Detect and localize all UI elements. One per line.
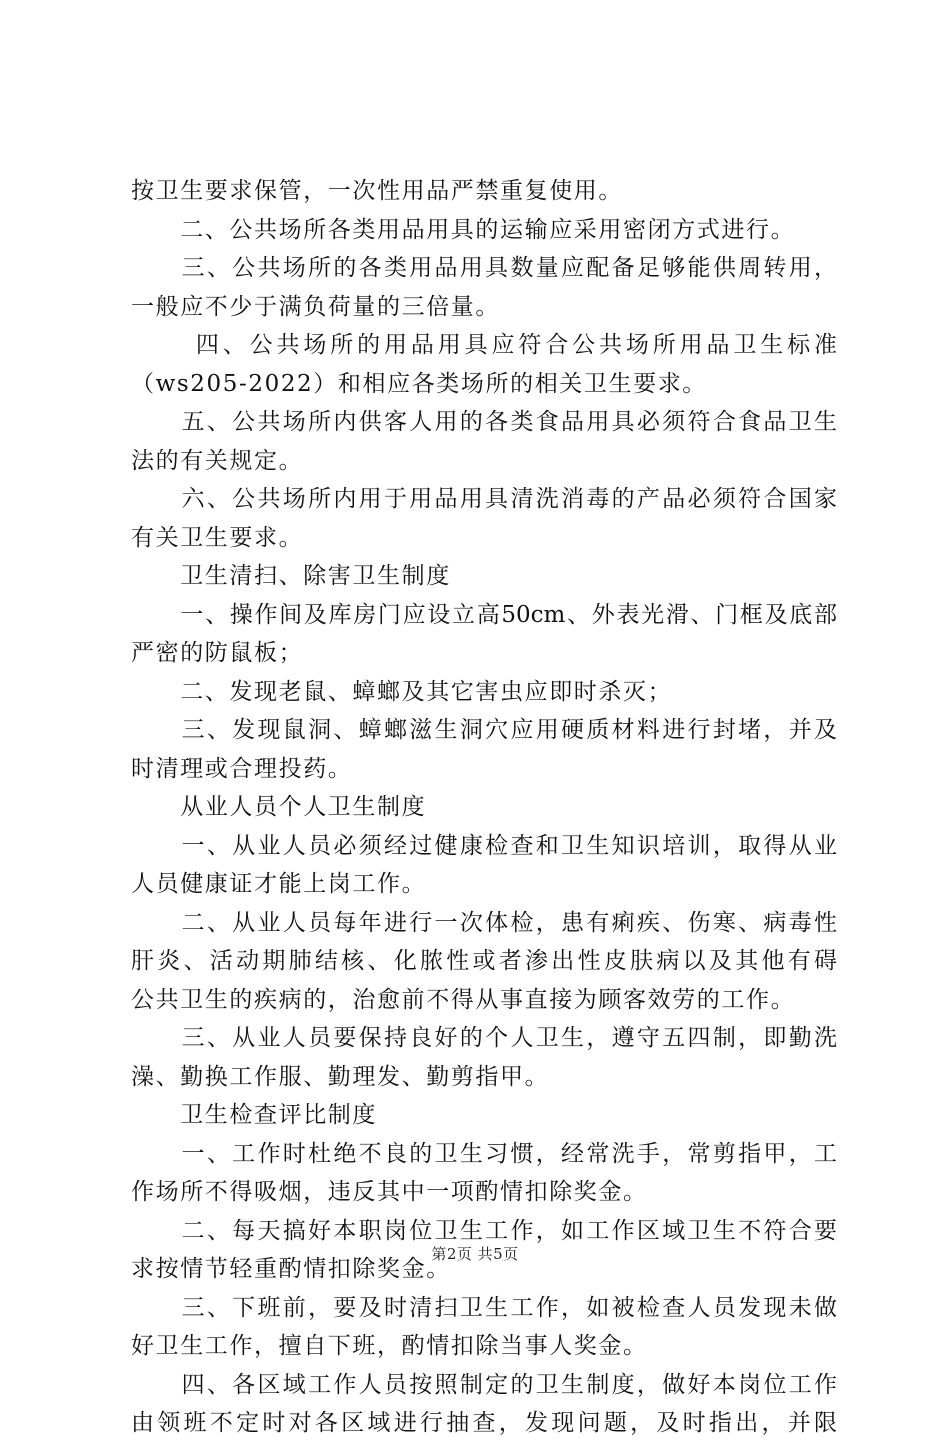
text-line-27: 作场所不得吸烟，违反其中一项酌情扣除奖金。 xyxy=(131,1179,648,1205)
text-line-6: （ws205-2022）和相应各类场所的相关卫生要求。 xyxy=(131,370,707,397)
text-line-1: 按卫生要求保管，一次性用品严禁重复使用。 xyxy=(131,178,623,204)
text-line-21: 肝炎、活动期肺结核、化脓性或者渗出性皮肤病以及其他有碍 xyxy=(131,948,837,974)
text-line-7: 五、公共场所内供客人用的各类食品用具必须符合食品卫生 xyxy=(131,409,837,435)
text-line-29: 求按情节轻重酌情扣除奖金。 xyxy=(131,1256,451,1282)
section-heading-cleaning: 卫生清扫、除害卫生制度 xyxy=(131,563,451,589)
text-line-9: 六、公共场所内用于用品用具清洗消毒的产品必须符合国家 xyxy=(131,486,837,512)
text-line-23: 三、从业人员要保持良好的个人卫生，遵守五四制，即勤洗 xyxy=(131,1025,837,1051)
section-heading-inspection: 卫生检查评比制度 xyxy=(131,1102,377,1128)
text-line-30: 三、下班前，要及时清扫卫生工作，如被检查人员发现未做 xyxy=(131,1294,837,1321)
text-line-28: 二、每天搞好本职岗位卫生工作，如工作区域卫生不符合要 xyxy=(131,1217,837,1244)
text-line-8: 法的有关规定。 xyxy=(131,447,304,474)
text-line-24: 澡、勤换工作服、勤理发、勤剪指甲。 xyxy=(131,1063,550,1090)
text-line-10: 有关卫生要求。 xyxy=(131,524,304,551)
text-line-4: 一般应不少于满负荷量的三倍量。 xyxy=(131,293,500,320)
text-line-32: 四、各区域工作人员按照制定的卫生制度，做好本岗位工作 xyxy=(131,1371,837,1398)
text-line-14: 二、发现老鼠、蟑螂及其它害虫应即时杀灭； xyxy=(131,678,673,705)
section-heading-personal-hygiene: 从业人员个人卫生制度 xyxy=(131,794,427,820)
text-line-5: 四、公共场所的用品用具应符合公共场所用品卫生标准 xyxy=(131,332,837,358)
text-line-18: 一、从业人员必须经过健康检查和卫生知识培训，取得从业 xyxy=(131,832,837,859)
text-line-3: 三、公共场所的各类用品用具数量应配备足够能供周转用， xyxy=(131,255,837,281)
page-number-footer: 第2页 共5页 xyxy=(431,1245,519,1263)
text-line-16: 时清理或合理投药。 xyxy=(131,755,353,782)
text-line-2: 二、公共场所各类用品用具的运输应采用密闭方式进行。 xyxy=(131,216,796,243)
text-line-22: 公共卫生的疾病的，治愈前不得从事直接为顾客效劳的工作。 xyxy=(131,986,796,1013)
text-line-26: 一、工作时杜绝不良的卫生习惯，经常洗手，常剪指甲，工 xyxy=(131,1140,837,1167)
text-line-13: 严密的防鼠板； xyxy=(131,640,304,666)
text-line-15: 三、发现鼠洞、蟑螂滋生洞穴应用硬质材料进行封堵，并及 xyxy=(131,717,837,743)
text-line-12: 一、操作间及库房门应设立高50cm、外表光滑、门框及底部 xyxy=(131,601,837,628)
text-line-33: 由领班不定时对各区域进行抽查，发现问题，及时指出，并限 xyxy=(131,1410,837,1436)
text-line-31: 好卫生工作，擅自下班，酌情扣除当事人奖金。 xyxy=(131,1333,648,1359)
text-line-20: 二、从业人员每年进行一次体检，患有痢疾、伤寒、病毒性 xyxy=(131,909,837,936)
text-line-19: 人员健康证才能上岗工作。 xyxy=(131,871,427,897)
